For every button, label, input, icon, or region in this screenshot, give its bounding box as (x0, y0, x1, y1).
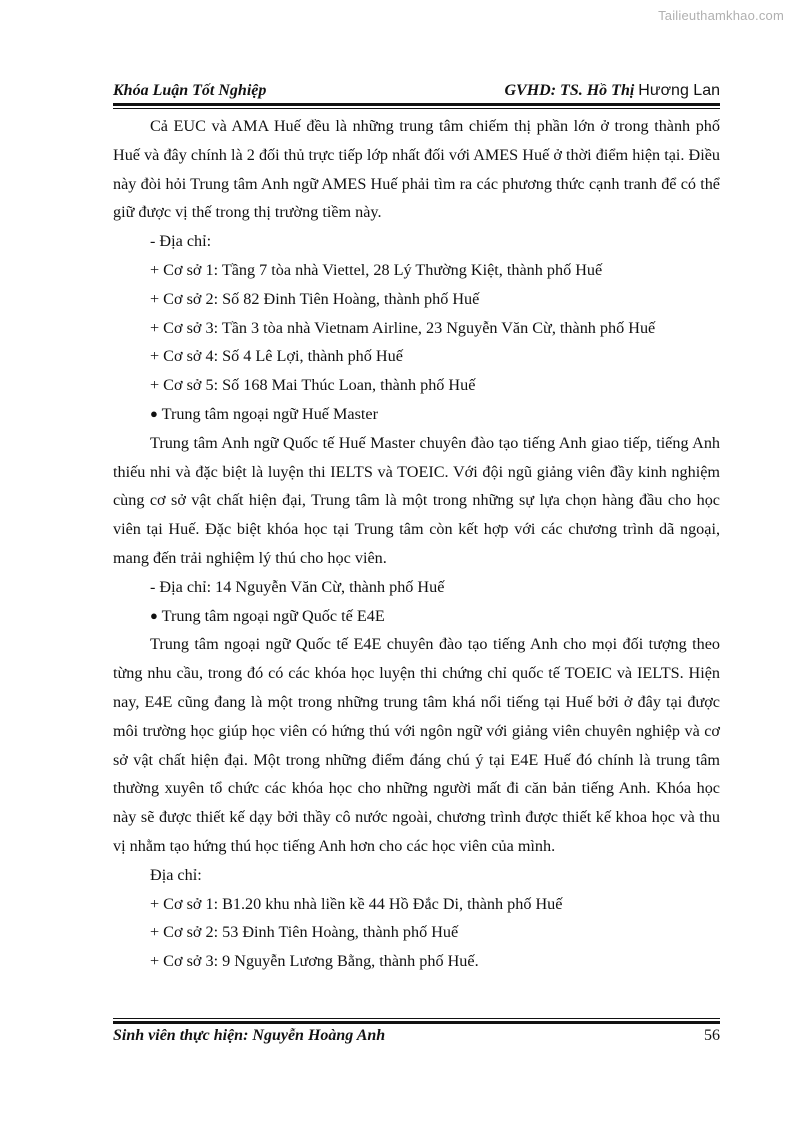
header-thesis-title: Khóa Luận Tốt Nghiệp (113, 82, 267, 99)
bullet-heading (113, 602, 720, 631)
page-header (113, 78, 720, 100)
paragraph: + Cơ sở 1: Tầng 7 tòa nhà Viettel, 28 Lý Thường Kiệt, thành phố Huế (150, 260, 603, 279)
paragraph: + Cơ sở 3: 9 Nguyễn Lương Bằng, thành phố Huế. (150, 952, 479, 971)
paragraph: - Địa chỉ: (150, 232, 212, 251)
header-supervisor-italic: GVHD: TS. Hồ Thị (504, 82, 635, 99)
header-supervisor-name: Hương Lan (638, 82, 720, 99)
header-rule (113, 103, 720, 109)
watermark: Tailieuthamkhao.com (658, 8, 784, 23)
bullet-icon: ● (150, 607, 158, 623)
paragraph: Cả EUC và AMA Huế đều là những trung tâm chiếm thị phần lớn ở trong thành phố Huế và đây chính là 2 đối thủ trực tiếp lớp nhất đối với AMES Huế ở thời điểm hiện tại. Điều này đòi hỏi Trung tâm Anh ngữ AMES Huế phải tìm ra các phương thức cạnh tranh để có thể giữ được vị thế trong thị trường tiềm này. (113, 117, 720, 222)
paragraph: Trung tâm Anh ngữ Quốc tế Huế Master chuyên đào tạo tiếng Anh giao tiếp, tiếng Anh thiếu nhi và đặc biệt là luyện thi IELTS và TOEIC. Với đội ngũ giảng viên đầy kinh nghiệm cùng cơ sở vật chất hiện đại, Trung tâm là một trong những sự lựa chọn hàng đầu cho học viên tại Huế. Đặc biệt khóa học tại Trung tâm còn kết hợp với các chương trình dã ngoại, mang đến trải nghiệm lý thú cho học viên. (113, 433, 720, 567)
bullet-heading-text: Trung tâm ngoại ngữ Quốc tế E4E (161, 606, 385, 625)
bullet-heading-text: Trung tâm ngoại ngữ Huế Master (161, 404, 378, 423)
paragraph: + Cơ sở 1: B1.20 khu nhà liền kề 44 Hồ Đắc Di, thành phố Huế (150, 894, 563, 913)
paragraph: - Địa chỉ: 14 Nguyễn Văn Cừ, thành phố Huế (150, 577, 445, 596)
body-text (113, 112, 720, 976)
paragraph: + Cơ sở 2: 53 Đinh Tiên Hoàng, thành phố Huế (150, 923, 459, 942)
page-number: 56 (704, 1027, 720, 1044)
bullet-icon: ● (150, 405, 158, 421)
paragraph: + Cơ sở 4: Số 4 Lê Lợi, thành phố Huế (150, 347, 403, 366)
paragraph: Địa chỉ: (150, 865, 202, 884)
bullet-heading (113, 400, 720, 429)
paragraph: Trung tâm ngoại ngữ Quốc tế E4E chuyên đào tạo tiếng Anh cho mọi đối tượng theo từng nhu cầu, trong đó có các khóa học luyện thi chứng chỉ quốc tế TOEIC và IELTS. Hiện nay, E4E cũng đang là một trong những trung tâm khá nổi tiếng tại Huế bởi ở đây tại được môi trường học giúp học viên có hứng thú với ngôn ngữ với giảng viên chuyên nghiệp và cơ sở vật chất hiện đại. Một trong những điểm đáng chú ý tại E4E Huế đó chính là trung tâm thường xuyên tổ chức các khóa học cho những người mất đi căn bản tiếng Anh. Khóa học này sẽ được thiết kế dạy bởi thầy cô nước ngoài, chương trình được thiết kế khoa học và thu vị nhằm tạo hứng thú học tiếng Anh hơn cho các học viên của mình. (113, 635, 720, 855)
page-footer (113, 1027, 720, 1045)
header-supervisor (505, 82, 721, 100)
paragraph: + Cơ sở 5: Số 168 Mai Thúc Loan, thành phố Huế (150, 376, 476, 395)
paragraph: + Cơ sở 2: Số 82 Đinh Tiên Hoàng, thành phố Huế (150, 289, 480, 308)
paragraph: + Cơ sở 3: Tần 3 tòa nhà Vietnam Airline, 23 Nguyễn Văn Cừ, thành phố Huế (150, 318, 656, 337)
footer-student: Sinh viên thực hiện: Nguyễn Hoàng Anh (113, 1027, 386, 1044)
footer-rule (113, 1018, 720, 1024)
